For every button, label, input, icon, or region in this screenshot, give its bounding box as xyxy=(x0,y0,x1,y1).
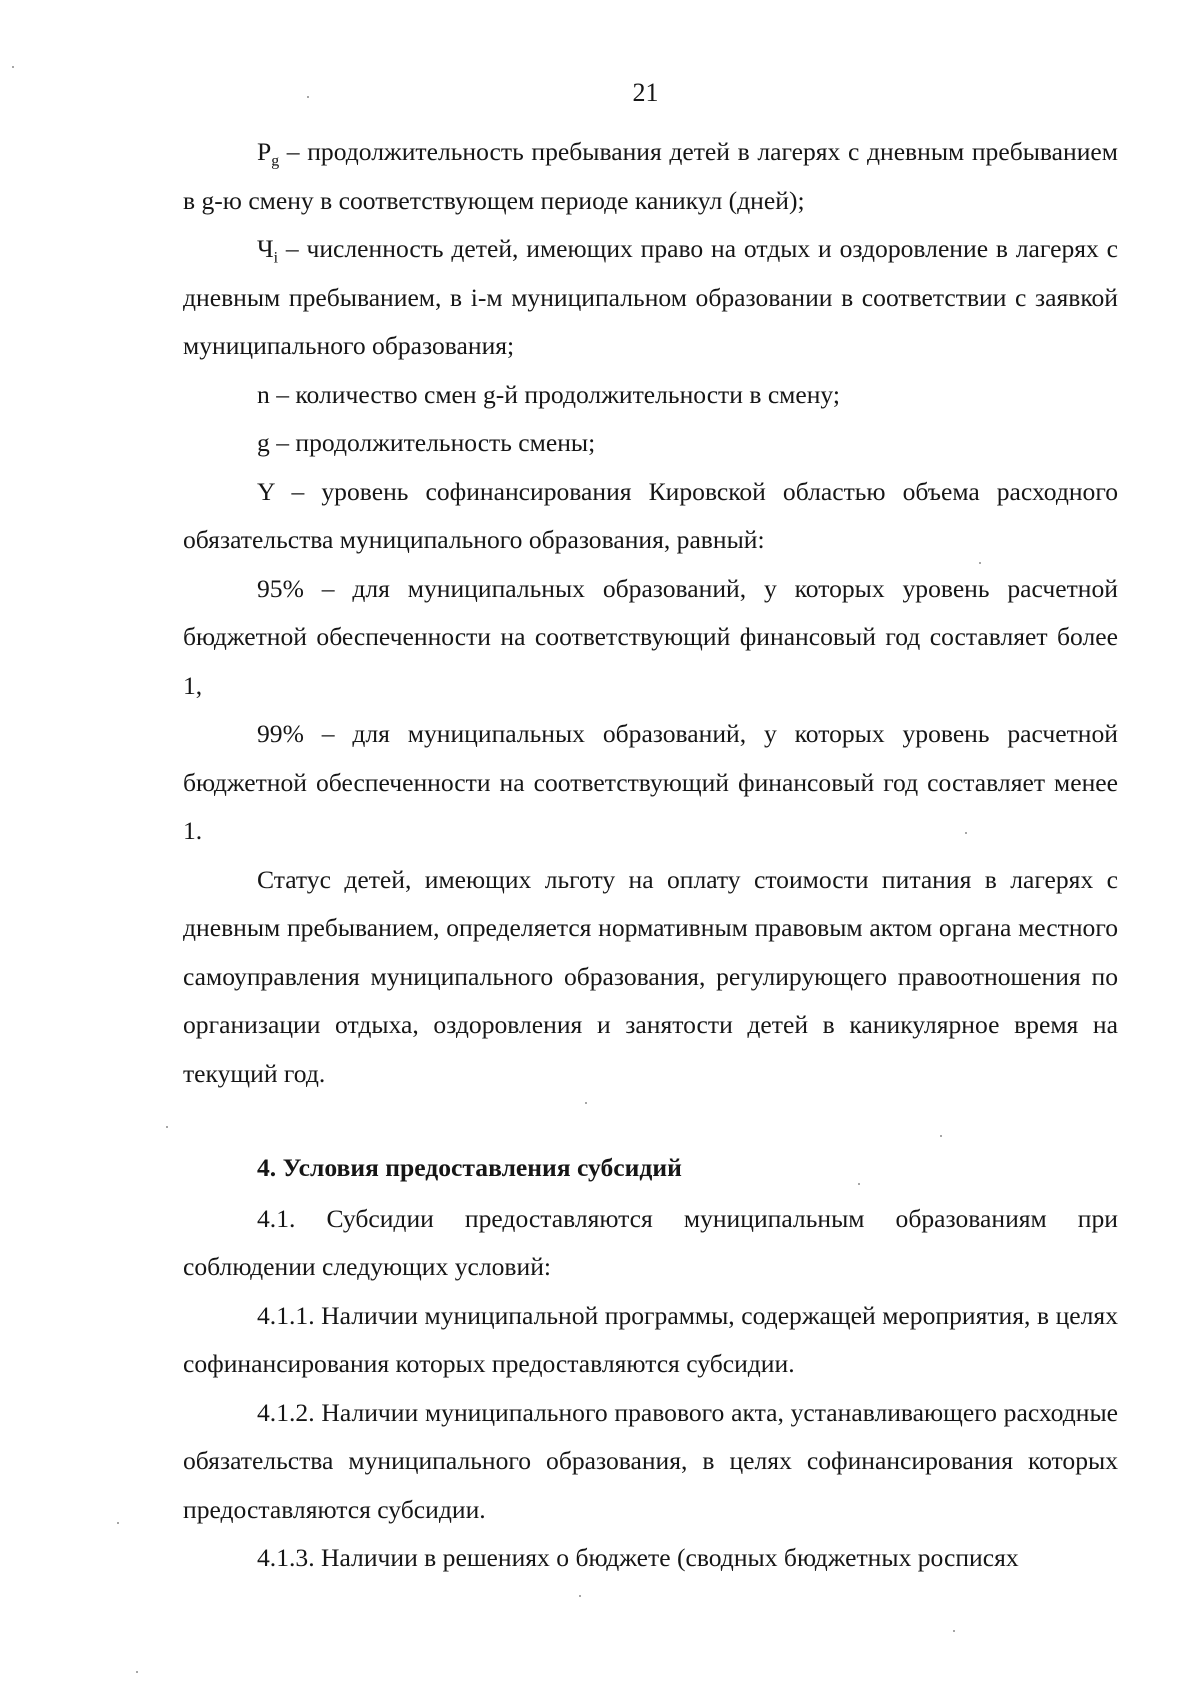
scan-speck xyxy=(166,1126,168,1128)
scan-speck xyxy=(979,562,981,564)
section-heading: 4. Условия предоставления субсидий xyxy=(257,1153,682,1182)
scan-speck xyxy=(307,96,309,98)
scan-speck xyxy=(579,1595,581,1597)
paragraph-4-1: 4.1. Субсидии предоставляются муниципальным образованиям при соблюдении следующих условий: xyxy=(183,1203,1118,1281)
scan-speck xyxy=(136,1671,138,1673)
paragraph-y-definition: Y – уровень софинансирования Кировской областью объема расходного обязательства муниципального образования, равный: xyxy=(183,476,1118,554)
paragraph-children-status: Статус детей, имеющих льготу на оплату стоимости питания в лагерях с дневным пребыванием, определяется нормативным правовым актом органа местного самоуправления муниципального образования, регулирующего правоотношения по организации отдыха, оздоровления и занятости детей в каникулярное время на текущий год. xyxy=(183,864,1118,1088)
subscript-g: g xyxy=(271,152,280,170)
paragraph-text: – численность детей, имеющих право на отдых и оздоровление в лагерях с дневным пребыванием, в i-м муниципальном образовании в соответствии с заявкой муниципального образования; xyxy=(183,234,1118,360)
scan-speck xyxy=(858,1183,860,1185)
paragraph-pg-definition xyxy=(183,128,1118,225)
scan-speck xyxy=(117,1522,119,1524)
paragraph-chi-definition xyxy=(183,225,1118,371)
document-body xyxy=(183,128,1118,1583)
scan-speck xyxy=(585,1102,587,1104)
scan-speck xyxy=(965,832,967,834)
symbol-p: P xyxy=(257,137,272,166)
paragraph-4-1-3: 4.1.3. Наличии в решениях о бюджете (сводных бюджетных росписях xyxy=(257,1543,1019,1572)
paragraph-95-percent: 95% – для муниципальных образований, у которых уровень расчетной бюджетной обеспеченности на соответствующий финансовый год составляет более 1, xyxy=(183,573,1118,700)
paragraph-4-1-1: 4.1.1. Наличии муниципальной программы, содержащей мероприятия, в целях софинансирования которых предоставляются субсидии. xyxy=(183,1300,1118,1378)
paragraph-text: – продолжительность пребывания детей в лагерях с дневным пребыванием в g-ю смену в соответствующем периоде каникул (дней); xyxy=(183,137,1118,215)
subscript-i: i xyxy=(273,249,279,267)
symbol-ch: Ч xyxy=(257,234,274,263)
paragraph-99-percent: 99% – для муниципальных образований, у которых уровень расчетной бюджетной обеспеченности на соответствующий финансовый год составляет менее 1. xyxy=(183,719,1118,845)
page-number: 21 xyxy=(632,78,659,107)
paragraph-n-definition: n – количество смен g-й продолжительности в смену; xyxy=(257,379,841,409)
paragraph-g-definition: g – продолжительность смены; xyxy=(257,428,596,457)
scan-speck xyxy=(12,66,14,68)
scan-speck xyxy=(953,1630,955,1632)
paragraph-4-1-2: 4.1.2. Наличии муниципального правового акта, устанавливающего расходные обязательства муниципального образования, в целях софинансирования которых предоставляются субсидии. xyxy=(183,1397,1118,1524)
scan-speck xyxy=(940,1135,942,1137)
